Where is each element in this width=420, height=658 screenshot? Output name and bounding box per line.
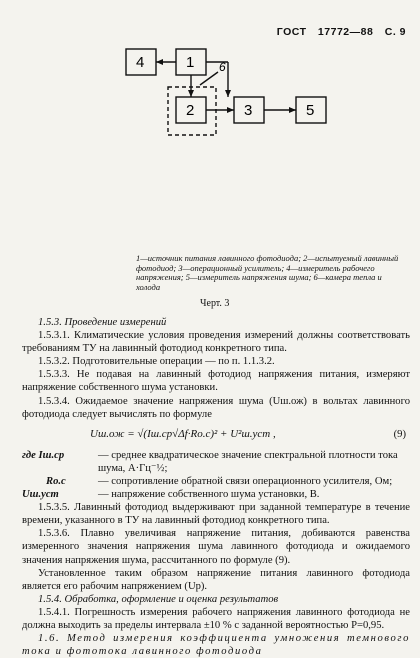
document-body bbox=[22, 316, 410, 658]
para-1-5-3-1: 1.5.3.1. Климатические условия проведения измерений должны соответствовать требованиям ТУ на лавинный фотодиод конкретного типа. bbox=[22, 330, 410, 355]
standard-number: 17772—88 bbox=[317, 26, 374, 38]
definition-symbol: Uш.уст bbox=[22, 489, 59, 501]
formula-number: (9) bbox=[393, 428, 406, 440]
para-working-voltage: Установленное таким образом напряжение питания лавинного фотодиода является его рабочим напряжением (Uр). bbox=[22, 567, 410, 592]
definition-symbol: Rо.с bbox=[46, 475, 66, 487]
section-1-5-4: 1.5.4. Обработка, оформление и оценка результатов bbox=[38, 593, 279, 605]
definition-row bbox=[22, 475, 410, 488]
para-1-5-3-6: 1.5.3.6. Плавно увеличивая напряжение питания, добиваются равенства измеренного значения напряжения шума лавинного фотодиода и ожидаемого значения напряжения шума, рассчитанного по формуле (9). bbox=[22, 528, 410, 566]
section-1-5-3: 1.5.3. Проведение измерений bbox=[38, 317, 167, 328]
block-2-label: 2 bbox=[186, 102, 195, 119]
block-1-label: 1 bbox=[186, 54, 195, 71]
para-1-5-3-2: 1.5.3.2. Подготовительные операции — по п. 1.1.3.2. bbox=[38, 356, 275, 368]
definition-row bbox=[22, 449, 410, 475]
formula-9 bbox=[22, 423, 410, 447]
para-1-5-3-3: 1.5.3.3. Не подавая на лавинный фотодиод напряжения питания, измеряют напряжение собственного шума установки. bbox=[22, 369, 410, 394]
block-3-label: 3 bbox=[244, 102, 253, 119]
definition-symbol: где Iш.ср bbox=[22, 449, 65, 461]
para-1-5-3-4: 1.5.3.4. Ожидаемое значение напряжения шума (Uш.ож) в вольтах лавинного фотодиода следует вычислять по формуле bbox=[22, 395, 410, 420]
chamber-label: 6 bbox=[219, 60, 226, 74]
formula-expression: Uш.ож = √(Iш.ср√Δf·Rо.с)² + U²ш.уст , bbox=[90, 427, 276, 440]
definition-text: — напряжение собственного шума установки, В. bbox=[98, 489, 320, 501]
para-1-5-4-1: 1.5.4.1. Погрешность измерения рабочего напряжения лавинного фотодиода не должна выходить за пределы интервала ±10 % с заданной вероятностью P=0,95. bbox=[22, 606, 410, 631]
block-4-label: 4 bbox=[136, 54, 145, 71]
standard-name: ГОСТ bbox=[276, 26, 307, 38]
figure-caption: 1—источник питания лавинного фотодиода; 2—испытуемый лавинный фотодиод; 3—операционный усилитель; 4—измеритель рабочего напряжения; 5—измеритель напряжения шума; 6—камера тепла и холода bbox=[136, 253, 399, 292]
para-1-5-3-5: 1.5.3.5. Лавинный фотодиод выдерживают при заданной температуре в течение времени, указанного в ТУ на лавинный фотодиод конкретного типа. bbox=[22, 502, 410, 527]
page-number: С. 9 bbox=[384, 26, 406, 38]
definition-text: — сопротивление обратной связи операционного усилителя, Ом; bbox=[98, 475, 393, 487]
definition-text: — среднее квадратическое значение спектральной плотности тока шума, А·Гц⁻½; bbox=[98, 449, 398, 474]
block-diagram bbox=[0, 0, 420, 260]
section-1-6: 1.6. Метод измерения коэффициента умножения темнового тока и фототока лавинного фотодиода bbox=[22, 633, 410, 658]
block-5-label: 5 bbox=[306, 102, 315, 119]
definition-row bbox=[22, 488, 410, 501]
figure-label: Черт. 3 bbox=[200, 298, 230, 309]
